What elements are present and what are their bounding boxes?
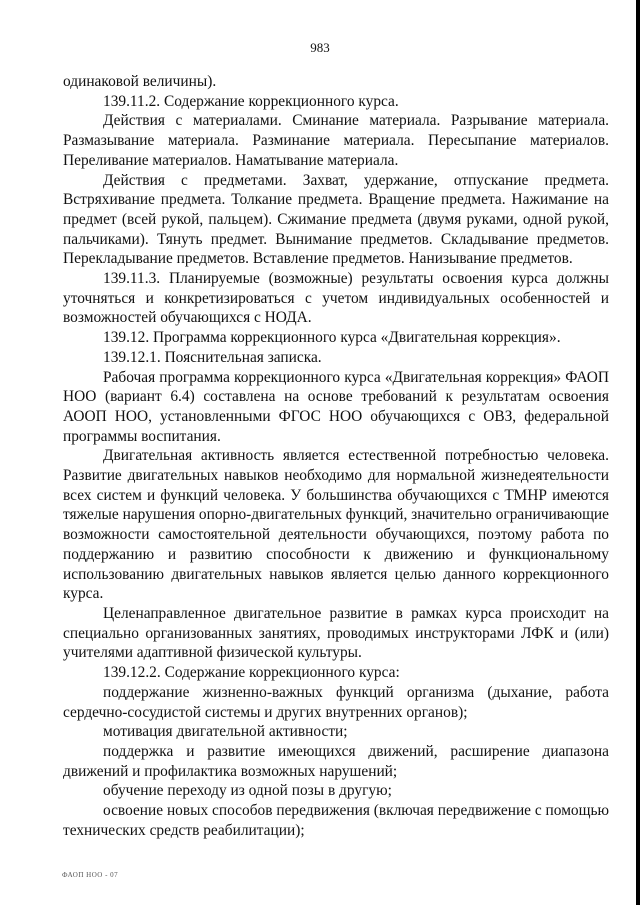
- section-heading: 139.12.2. Содержание коррекционного курса:: [103, 664, 400, 682]
- section-heading: 139.11.2. Содержание коррекционного курса.: [103, 92, 399, 110]
- list-item: освоение новых способов передвижения (включая передвижение с помощью технических средств реабилитации);: [63, 802, 609, 839]
- list-item: мотивация двигательной активности;: [103, 723, 348, 741]
- page-number: 983: [310, 40, 330, 55]
- paragraph: Действия с предметами. Захват, удержание, отпускание предмета. Встряхивание предмета. Толкание предмета. Вращение предмета. Нажимание на предмет (всей рукой, пальцем). Сжимание предмета (двумя руками, одной рукой, пальчиками). Тянуть предмет. Вынимание предметов. Складывание предметов. Перекладывание предметов. Вставление предметов. Нанизывание предметов.: [63, 171, 609, 268]
- section-heading: 139.12.1. Пояснительная записка.: [103, 348, 322, 366]
- paragraph: 139.11.3. Планируемые (возможные) результаты освоения курса должны уточняться и конкретизироваться с учетом индивидуальных особенностей и возможностей обучающихся с НОДА.: [63, 270, 609, 327]
- page-edge-border: [636, 0, 640, 905]
- paragraph: Целенаправленное двигательное развитие в рамках курса происходит на специально организованных занятиях, проводимых инструкторами ЛФК и (или) учителями адаптивной физической культуры.: [63, 604, 609, 662]
- body-text: [63, 72, 609, 840]
- paragraph: одинаковой величины).: [63, 73, 217, 90]
- list-item: обучение переходу из одной позы в другую;: [103, 782, 392, 800]
- paragraph: Двигательная активность является естественной потребностью человека. Развитие двигательных навыков необходимо для нормальной жизнедеятельности всех систем и функций человека. У большинства обучающихся с ТМНР имеются тяжелые нарушения опорно-двигательных функций, значительно ограничивающие возможности самостоятельной деятельности обучающихся, поэтому работа по поддержанию и развитию способности к движению и функциональному использованию двигательных навыков является целью данного коррекционного курса.: [63, 447, 609, 603]
- list-item: поддержка и развитие имеющихся движений, расширение диапазона движений и профилактика возможных нарушений;: [63, 742, 609, 780]
- section-heading: 139.12. Программа коррекционного курса «Двигательная коррекция».: [103, 329, 561, 347]
- list-item: поддержание жизненно-важных функций организма (дыхание, работа сердечно-сосудистой системы и других внутренних органов);: [63, 683, 609, 721]
- footer-label: ФАОП НОО - 07: [62, 871, 119, 879]
- paragraph: Действия с материалами. Сминание материала. Разрывание материала. Размазывание материала. Разминание материала. Пересыпание материалов. Переливание материалов. Наматывание материала.: [63, 112, 609, 169]
- paragraph: Рабочая программа коррекционного курса «Двигательная коррекция» ФАОП НОО (вариант 6.4) составлена на основе требований к результатам освоения АООП НОО, установленными ФГОС НОО обучающихся с ОВЗ, федеральной программы воспитания.: [63, 368, 609, 445]
